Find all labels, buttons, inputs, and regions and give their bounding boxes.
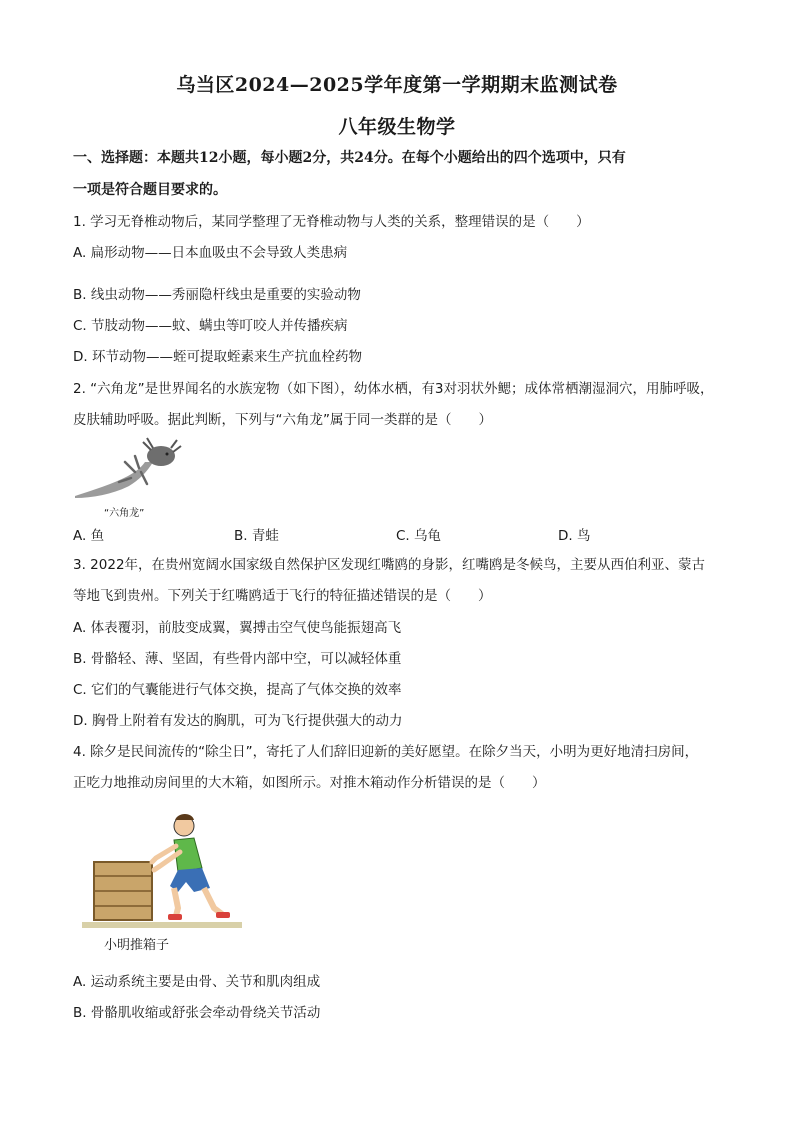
q4-stem-line2: 正吃力地推动房间里的大木箱，如图所示。对推木箱动作分析错误的是（ ） [73,775,546,791]
q4-stem-line1: 4. 除夕是民间流传的“除尘日”，寄托了人们辞旧迎新的美好愿望。在除夕当天，小明为更好地清扫房间， [73,744,699,760]
q1-option-b: B. 线虫动物——秀丽隐杆线虫是重要的实验动物 [73,287,361,303]
q2-option-a: A. 鱼 [73,528,105,544]
exam-subtitle: 八年级生物学 [338,116,456,138]
q3-stem-line1: 3. 2022年，在贵州宽阔水国家级自然保护区发现红嘴鸥的身影，红嘴鸥是冬候鸟，主要从西伯利亚、蒙古 [73,557,706,573]
q3-option-b: B. 骨骼轻、薄、坚固，有些骨内部中空，可以减轻体重 [73,651,402,667]
q4-option-a: A. 运动系统主要是由骨、关节和肌肉组成 [73,974,321,990]
q3-option-d: D. 胸骨上附着有发达的胸肌，可为飞行提供强大的动力 [73,713,403,729]
section-heading-line2: 一项是符合题目要求的。 [73,182,227,198]
exam-title: 乌当区2024—2025学年度第一学期期末监测试卷 [176,74,618,96]
q3-option-c: C. 它们的气囊能进行气体交换，提高了气体交换的效率 [73,682,402,698]
q2-option-d: D. 鸟 [558,528,591,544]
q1-option-a: A. 扁形动物——日本血吸虫不会导致人类患病 [73,245,348,261]
q3-stem-line2: 等地飞到贵州。下列关于红嘴鸥适于飞行的特征描述错误的是（ ） [73,588,492,604]
q2-option-c: C. 乌龟 [396,528,442,544]
q3-option-a: A. 体表覆羽，前肢变成翼，翼搏击空气使鸟能振翅高飞 [73,620,402,636]
q1-option-c: C. 节肢动物——蚊、螨虫等叮咬人并传播疾病 [73,318,348,334]
q4-option-b: B. 骨骼肌收缩或舒张会牵动骨绕关节活动 [73,1005,321,1021]
q2-figure-caption: “六角龙” [104,508,145,519]
axolotl-figure [73,432,185,502]
section-heading-line1: 一、选择题：本题共12小题，每小题2分，共24分。在每个小题给出的四个选项中，只有 [73,150,626,166]
boy-pushing-box-figure [82,812,244,930]
q2-options-row [73,524,733,544]
q1-option-d: D. 环节动物——蛭可提取蛭素来生产抗血栓药物 [73,349,362,365]
q1-stem: 1. 学习无脊椎动物后，某同学整理了无脊椎动物与人类的关系，整理错误的是（ ） [73,214,590,230]
q2-option-b: B. 青蛙 [234,528,279,544]
q2-stem-line1: 2. “六角龙”是世界闻名的水族宠物（如下图），幼体水栖，有3对羽状外鳃；成体常栖潮湿洞穴，用肺呼吸， [73,381,714,397]
q4-figure-caption: 小明推箱子 [104,938,170,953]
q2-stem-line2: 皮肤辅助呼吸。据此判断，下列与“六角龙”属于同一类群的是（ ） [73,412,492,428]
